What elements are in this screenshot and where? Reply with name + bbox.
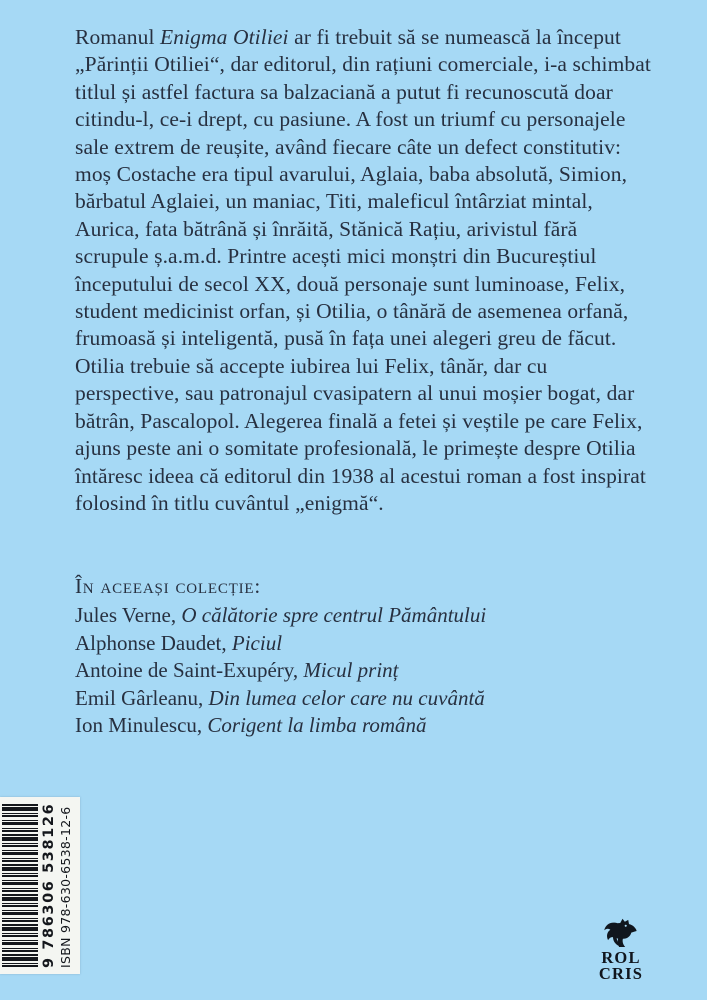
publisher-name [596,950,646,981]
blurb-lead: Romanul [75,25,161,49]
collection-item [75,712,635,740]
collection-section [75,574,635,740]
collection-title: O călătorie spre centrul Pământului [181,603,487,627]
collection-author: Ion Minulescu, [75,713,208,738]
isbn-text: ISBN 978-630-6538-12-6 [58,806,73,968]
collection-item [75,602,635,630]
barcode-digits: 9 786306 538126 [41,802,57,968]
publisher-name-line2: CRIS [598,963,644,983]
collection-author: Emil Gârleanu, [75,685,209,710]
blurb-paragraph [75,24,651,517]
barcode-bars-icon [2,802,38,967]
collection-author: Antoine de Saint-Exupéry, [75,658,304,683]
collection-list [75,602,635,740]
collection-item [75,630,635,658]
blurb-body: ar fi trebuit să se numească la început „Părinții Otiliei“, dar editorul, din rațiuni comerciale, i-a schimbat titlul și astfel factura sa balzaciană a putut fi recunoscută doar citindu-l, ce-i drept, cu pasiune. A fost un triumf cu personajele sale extrem de reușite, având fiecare câte un defect constitutiv: moș Costache era tipul avarului, Aglaia, baba absolută, Simion, bărbatul Aglaiei, un maniac, Titi, maleficul întârziat mintal, Aurica, fata bătrână și înrăită, Stănică Rațiu, arivistul fără scrupule ș.a.m.d. Printre acești mici monștri din Bucureștiul începutului de secol XX, două personaje sunt luminoase, Felix, student medicinist orfan, și Otilia, o tânără de asemenea orfană, frumoasă și inteligentă, pusă în fața unei alegeri greu de făcut. Otilia trebuie să accepte iubirea lui Felix, tânăr, dar cu perspective, sau patronajul cvasipatern al unui moșier bogat, dar bătrân, Pascalopol. Alegerea finală a fetei și veștile pe care Felix, ajuns peste ani o somitate profesională, le primește despre Otilia întăresc ideea că editorul din 1938 al acestui roman a fost inspirat folosind în titlu cuvântul „enigmă“. [75,25,651,515]
collection-item [75,685,635,713]
collection-author: Alphonse Daudet, [75,630,232,655]
collection-title: Piciul [231,630,283,655]
book-title-italic: Enigma Otiliei [160,25,289,49]
publisher-mark [596,918,646,981]
publisher-name-line1: ROL [601,948,641,967]
collection-heading: În aceeași colecție: [75,574,261,598]
collection-title: Corigent la limba română [207,713,427,738]
collection-author: Jules Verne, [75,603,182,627]
isbn-barcode-label [0,797,80,974]
collection-item [75,657,635,685]
pegasus-icon [602,918,640,950]
isbn-barcode-rotated [0,797,80,974]
collection-title: Din lumea celor care nu cuvântă [208,685,485,710]
collection-title: Micul prinț [303,658,399,683]
